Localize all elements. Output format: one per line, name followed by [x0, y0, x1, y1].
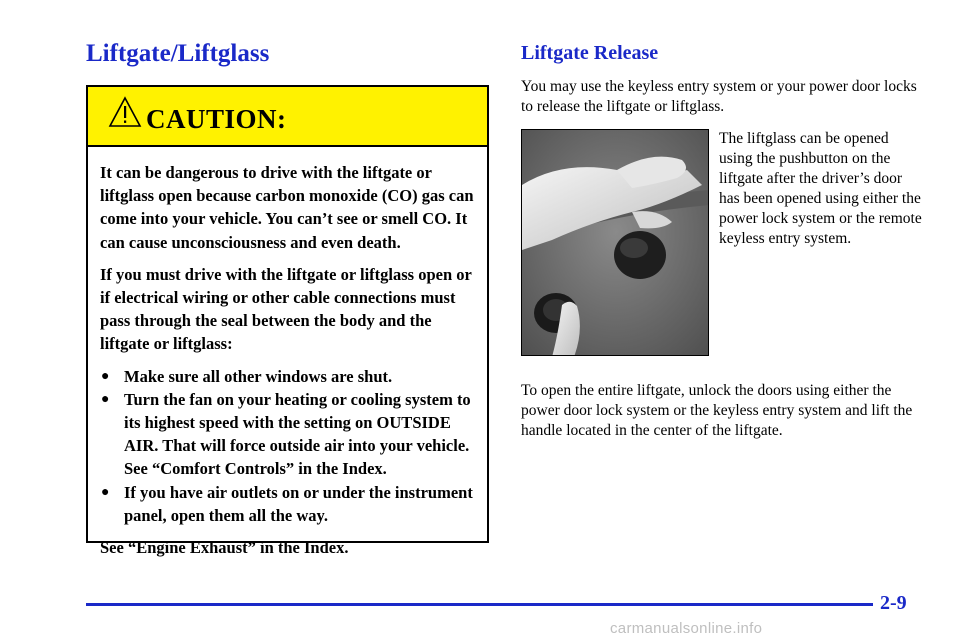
hand-pressing-button-illustration [522, 130, 709, 356]
bullet-icon: ● [101, 484, 110, 500]
liftglass-button-photo [521, 129, 709, 356]
list-item [100, 481, 475, 527]
footer-divider [86, 603, 873, 606]
caution-box [86, 85, 489, 558]
bullet-icon: ● [101, 391, 110, 407]
list-item-text: Turn the fan on your heating or cooling system to its highest speed with the setting on OUTSIDE AIR. That will force outside air into your vehicle. See “Comfort Controls” in the Index. [124, 389, 471, 479]
intro-paragraph: You may use the keyless entry system or your power door locks to release the liftgate or liftglass. [521, 78, 917, 115]
caution-body [88, 147, 487, 559]
subsection-title: Liftgate Release [521, 42, 659, 64]
list-item-text: Make sure all other windows are shut. [124, 366, 393, 386]
page-number: 2-9 [880, 592, 907, 614]
section-title: Liftgate/Liftglass [86, 40, 270, 67]
liftgate-instructions: To open the entire liftgate, unlock the doors using either the power door lock system or the keyless entry system and lift the handle located in the center of the liftgate. [521, 382, 913, 439]
list-item [100, 388, 475, 481]
caution-closing: See “Engine Exhaust” in the Index. [100, 538, 349, 558]
caution-title: CAUTION: [146, 104, 287, 134]
bullet-icon: ● [101, 368, 110, 384]
list-item-text: If you have air outlets on or under the instrument panel, open them all the way. [124, 482, 473, 525]
caution-header [88, 87, 487, 147]
watermark: carmanualsonline.info [610, 620, 763, 637]
photo-caption: The liftglass can be opened using the pushbutton on the liftgate after the driver’s door has been opened using either the power lock system or the remote keyless entry system. [719, 130, 922, 247]
caution-bullet-list [100, 365, 475, 527]
caution-paragraph: If you must drive with the liftgate or liftglass open or if electrical wiring or other cable connections must pass through the seal between the body and the liftgate or liftglass: [100, 264, 472, 354]
list-item [100, 365, 475, 388]
caution-paragraph: It can be dangerous to drive with the liftgate or liftglass open because carbon monoxide (CO) gas can come into your vehicle. You can’t see or smell CO. It can cause unconsciousness and even death. [100, 163, 474, 252]
warning-triangle-icon [108, 95, 142, 129]
